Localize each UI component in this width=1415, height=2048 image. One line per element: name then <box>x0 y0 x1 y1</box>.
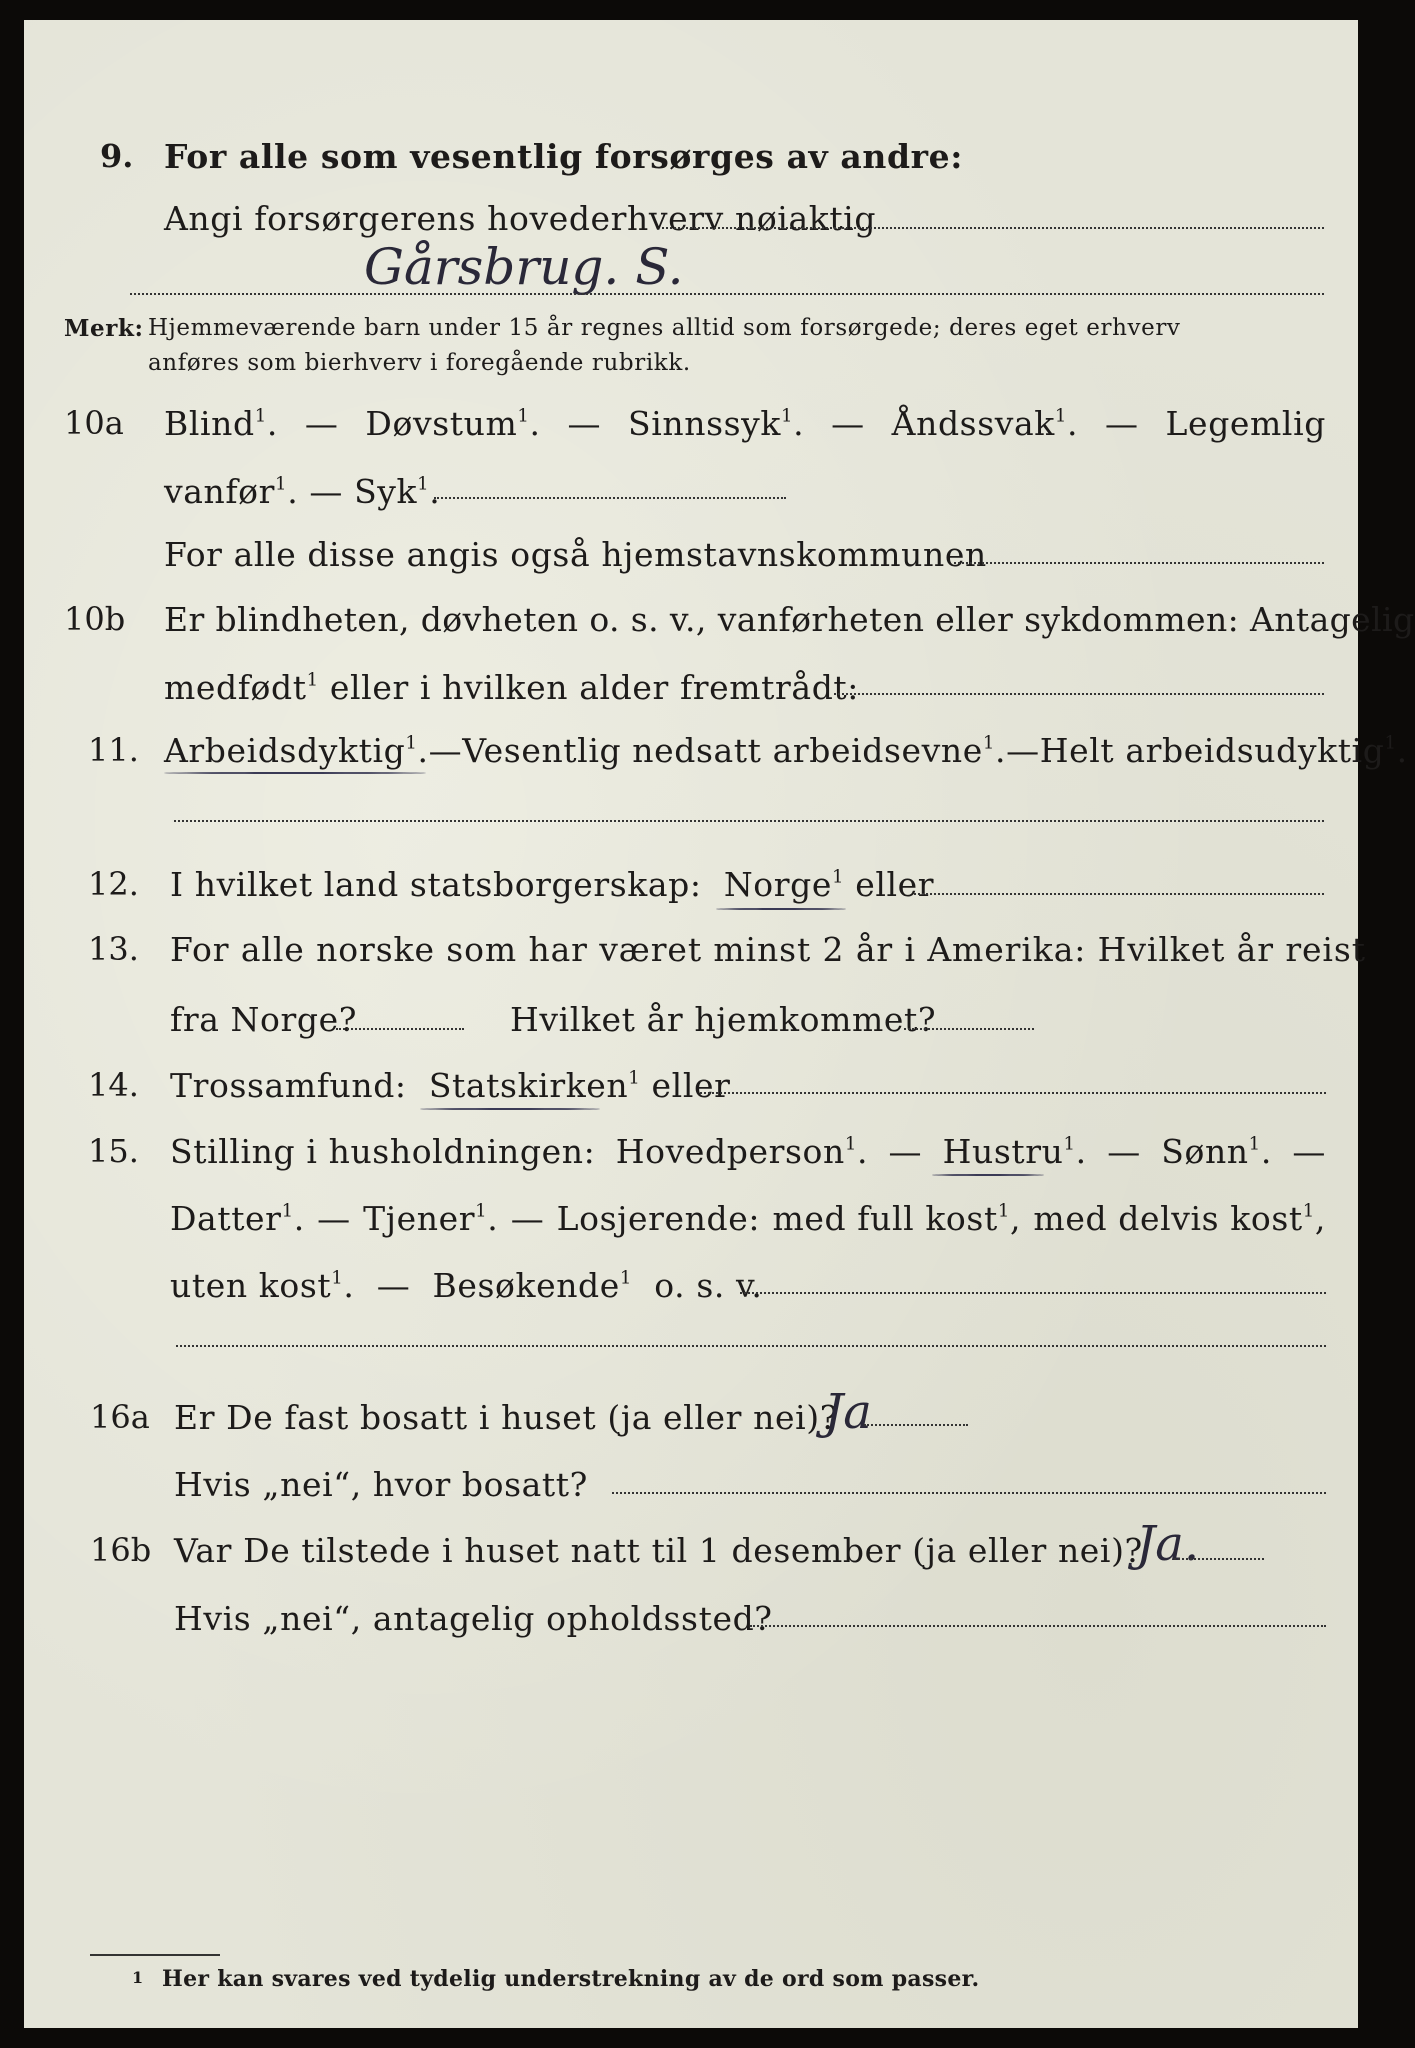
q15-line-1: Stilling i husholdningen: Hovedperson$^1$. — Hustru$^1$. — Sønn$^1$. — <box>170 1132 1326 1171</box>
q10a-note: For alle disse angis også hjemstavnskommunen <box>164 535 987 574</box>
footnote-mark: 1 <box>132 1968 144 1987</box>
merk-line-1: Hjemmeværende barn under 15 år regnes alltid som forsørgede; deres eget erhverv <box>148 315 1181 341</box>
census-form-page <box>24 20 1415 2028</box>
q9-heading: For alle som vesentlig forsørges av andre: <box>164 137 964 176</box>
q13-line-1: For alle norske som har været minst 2 år i Amerika: Hvilket år reist <box>170 930 1366 969</box>
q14-line: Trossamfund: Statskirken$^1$ eller <box>170 1066 731 1105</box>
dash: — <box>1107 1132 1141 1171</box>
q10b-line-2: medfødt$^1$ eller i hvilken alder fremtrådt: <box>164 668 859 707</box>
q15-extra-dotted-line <box>176 1345 1326 1347</box>
q10a-option-blind: Blind$^1$. <box>164 404 278 443</box>
dash: — <box>304 404 339 443</box>
q16a-number: 16a <box>90 1398 150 1436</box>
dash: — <box>428 731 463 770</box>
q14-handwritten-underline <box>420 1108 600 1110</box>
q10a-syk-dotted-line <box>434 497 786 499</box>
q15-line-3: uten kost$^1$. — Besøkende$^1$ o. s. v. <box>170 1266 763 1305</box>
q10a-option-syk: Syk$^1$. <box>354 472 441 511</box>
q11-option-udyktig: Helt arbeidsudyktig$^1$. <box>1039 731 1408 770</box>
q16b-answer-dotted-line <box>1174 1558 1264 1560</box>
q16b-opholdssted-dotted-line <box>750 1625 1326 1627</box>
q16a-answer-dotted-line <box>864 1424 968 1426</box>
q15-option-full-kost: med full kost$^1$, <box>772 1199 1022 1238</box>
q15-option-tjener: Tjener$^1$. <box>363 1199 499 1238</box>
q16a-handwritten-answer: Ja <box>824 1384 872 1440</box>
q11-option-nedsatt: Vesentlig nedsatt arbeidsevne$^1$. <box>462 731 1007 770</box>
q15-osv-dotted-line <box>740 1292 1326 1294</box>
merk-line-2: anføres som bierhverv i foregående rubrikk. <box>148 350 691 376</box>
q9-number: 9. <box>100 137 134 175</box>
q10a-option-legemlig: Legemlig <box>1165 404 1326 443</box>
q13-line-2b: Hvilket år hjemkommet? <box>510 1000 937 1039</box>
q10a-number: 10a <box>64 404 124 442</box>
q13-line-2a: fra Norge? <box>170 1000 358 1039</box>
dash: — <box>888 1132 923 1171</box>
q16a-line-2: Hvis „nei“, hvor bosatt? <box>174 1465 588 1504</box>
dash: — <box>1006 731 1040 770</box>
q16b-number: 16b <box>90 1531 152 1569</box>
q12-option-norge: Norge$^1$ <box>723 865 845 904</box>
dash: — <box>317 1199 351 1238</box>
q15-option-delvis-kost: med delvis kost$^1$, <box>1033 1199 1326 1238</box>
q16b-handwritten-answer: Ja. <box>1136 1516 1200 1572</box>
q15-option-sonn: Sønn$^1$. <box>1161 1132 1272 1171</box>
q15-handwritten-underline <box>932 1174 1044 1176</box>
q10b-number: 10b <box>64 600 126 638</box>
q12-handwritten-underline <box>716 908 846 910</box>
q15-option-besokende: Besøkende$^1$ <box>432 1266 633 1305</box>
q13-reist-dotted-line <box>336 1028 464 1030</box>
q10a-line-2 <box>164 472 441 511</box>
q16b-line-1: Var De tilstede i huset natt til 1 desember (ja eller nei)? <box>174 1531 1143 1570</box>
q15-option-uten-kost: uten kost$^1$. <box>170 1266 355 1305</box>
q10b-line-1: Er blindheten, døvheten o. s. v., vanførheten eller sykdommen: Antagelig <box>164 600 1415 639</box>
q16b-line-2: Hvis „nei“, antagelig opholdssted? <box>174 1599 773 1638</box>
q13-hjemkommet-dotted-line <box>904 1028 1034 1030</box>
footnote-text: Her kan svares ved tydelig understrekning av de ord som passer. <box>162 1966 980 1992</box>
dash: — <box>309 472 343 511</box>
q9-prompt: Angi forsørgerens hovederhverv nøiaktig <box>164 199 877 238</box>
q10a-option-andssvak: Åndssvak$^1$. <box>891 404 1079 443</box>
merk-label: Merk: <box>64 315 144 342</box>
q9-handwritten-answer: Gårsbrug. S. <box>364 238 684 296</box>
q11-option-arbeidsdyktig: Arbeidsdyktig$^1$. <box>164 731 429 770</box>
q12-number: 12. <box>88 865 139 903</box>
q14-number: 14. <box>88 1066 139 1104</box>
footnote-rule <box>90 1954 220 1956</box>
q14-dotted-line <box>700 1092 1326 1094</box>
q10a-note-dotted-line <box>954 562 1324 564</box>
q10a-line-1 <box>164 404 1326 443</box>
q15-option-hustru: Hustru$^1$. <box>942 1132 1087 1171</box>
q14-option-statskirken: Statskirken$^1$ <box>428 1066 641 1105</box>
q9-answer-dotted-line <box>130 293 1324 295</box>
dash: — <box>510 1199 545 1238</box>
q15-line-2: Datter$^1$. — Tjener$^1$. — Losjerende: med full kost$^1$, med delvis kost$^1$, <box>170 1199 1326 1238</box>
q10a-option-sinnssyk: Sinnssyk$^1$. <box>628 404 805 443</box>
q9-prompt-dotted-line <box>662 227 1324 229</box>
q11-dotted-line <box>174 820 1324 822</box>
q16a-bosatt-dotted-line <box>612 1492 1326 1494</box>
q10a-option-dovstum: Døvstum$^1$. <box>365 404 541 443</box>
q12-dotted-line <box>914 893 1324 895</box>
q10a-option-vanfor: vanfør$^1$. <box>164 472 299 511</box>
q15-option-hovedperson: Hovedperson$^1$. <box>615 1132 869 1171</box>
q13-number: 13. <box>88 930 139 968</box>
q15-option-datter: Datter$^1$. <box>170 1199 305 1238</box>
q12-line: I hvilket land statsborgerskap: Norge$^1$ eller <box>170 865 935 904</box>
dash: — <box>1292 1132 1326 1171</box>
q11-number: 11. <box>88 731 139 769</box>
q11-options <box>164 731 1408 770</box>
q15-number: 15. <box>88 1132 139 1170</box>
q10b-dotted-line <box>834 693 1324 695</box>
q16a-line-1: Er De fast bosatt i huset (ja eller nei)? <box>174 1398 838 1437</box>
dash: — <box>1105 404 1139 443</box>
dash: — <box>567 404 602 443</box>
dash: — <box>831 404 865 443</box>
q11-handwritten-underline <box>164 772 426 774</box>
